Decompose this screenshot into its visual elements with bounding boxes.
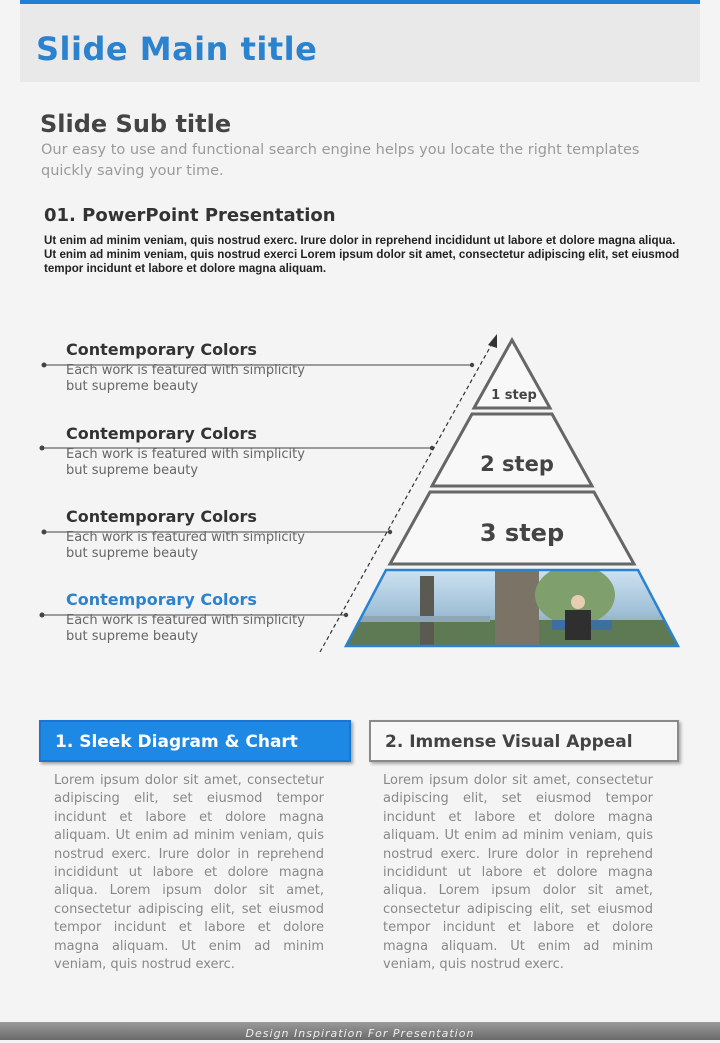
item-description: Each work is featured with simplicity but supreme beauty <box>66 363 305 394</box>
anchor-dot-1 <box>470 363 474 367</box>
item-description: Each work is featured with simplicity but supreme beauty <box>66 613 305 644</box>
leader-dot-4 <box>40 613 45 618</box>
item-title: Contemporary Colors <box>66 340 257 359</box>
sub-title: Slide Sub title <box>40 110 232 138</box>
page-title: Slide Main title <box>36 30 318 68</box>
leader-dot-3 <box>42 530 47 535</box>
item-description: Each work is featured with simplicity but supreme beauty <box>66 447 305 478</box>
step-label-1: 1 step <box>491 388 537 403</box>
item-title-highlight: Contemporary Colors <box>66 590 257 609</box>
pyramid-item-1 <box>66 340 326 395</box>
leader-dot-2 <box>40 446 45 451</box>
card-body-2: Lorem ipsum dolor sit amet, consectetur adipiscing elit, set eiusmod tempor incidunt et labore et dolore magna aliquam. Ut enim ad minim veniam, quis nostrud exerc. Irure dolor in reprehend incididunt ut labore et dolore magna aliqua. Lorem ipsum dolor sit amet, consectetur adipiscing elit, set eiusmod tempor incidunt et labore et dolore magna aliquam. Ut enim ad minim veniam, quis nostrud exerc. <box>383 773 653 973</box>
pyramid-item-2 <box>66 424 326 479</box>
section-body: Ut enim ad minim veniam, quis nostrud exerc. Irure dolor in reprehend incididunt ut labore et dolore magna aliqua. Ut enim ad minim veniam, quis nostrud exerci Lorem ipsum dolor sit amet, consectetur adipiscing elit, set eiusmod tempor incidunt et labore et dolore magna aliquam. <box>44 234 680 275</box>
pyramid-item-3 <box>66 507 326 562</box>
footer-text: Design Inspiration For Presentation <box>245 1027 475 1040</box>
item-title: Contemporary Colors <box>66 424 257 443</box>
step-label-3: 3 step <box>479 519 565 547</box>
section-heading: 01. PowerPoint Presentation <box>44 205 336 226</box>
pyramid-item-4 <box>66 590 326 645</box>
pyramid-diagram <box>0 320 720 660</box>
footer-bar <box>0 1022 720 1040</box>
item-description: Each work is featured with simplicity but supreme beauty <box>66 530 305 561</box>
sub-description: Our easy to use and functional search engine helps you locate the right templates quickly saving your time. <box>41 142 640 179</box>
growth-arrow-head <box>488 334 497 348</box>
card-heading-2: 2. Immense Visual Appeal <box>369 720 679 762</box>
title-bar <box>20 0 700 82</box>
anchor-dot-4 <box>344 613 348 617</box>
leader-dot-1 <box>42 363 47 368</box>
step-label-2: 2 step <box>480 452 554 476</box>
anchor-dot-3 <box>388 530 392 534</box>
card-body-1: Lorem ipsum dolor sit amet, consectetur adipiscing elit, set eiusmod tempor incidunt et labore et dolore magna aliquam. Ut enim ad minim veniam, quis nostrud exerc. Irure dolor in reprehend incididunt ut labore et dolore magna aliqua. Lorem ipsum dolor sit amet, consectetur adipiscing elit, set eiusmod tempor incidunt et labore et dolore magna aliquam. Ut enim ad minim veniam, quis nostrud exerc. <box>54 773 324 973</box>
item-title: Contemporary Colors <box>66 507 257 526</box>
card-heading-1: 1. Sleek Diagram & Chart <box>39 720 351 762</box>
photo-base <box>340 565 685 650</box>
